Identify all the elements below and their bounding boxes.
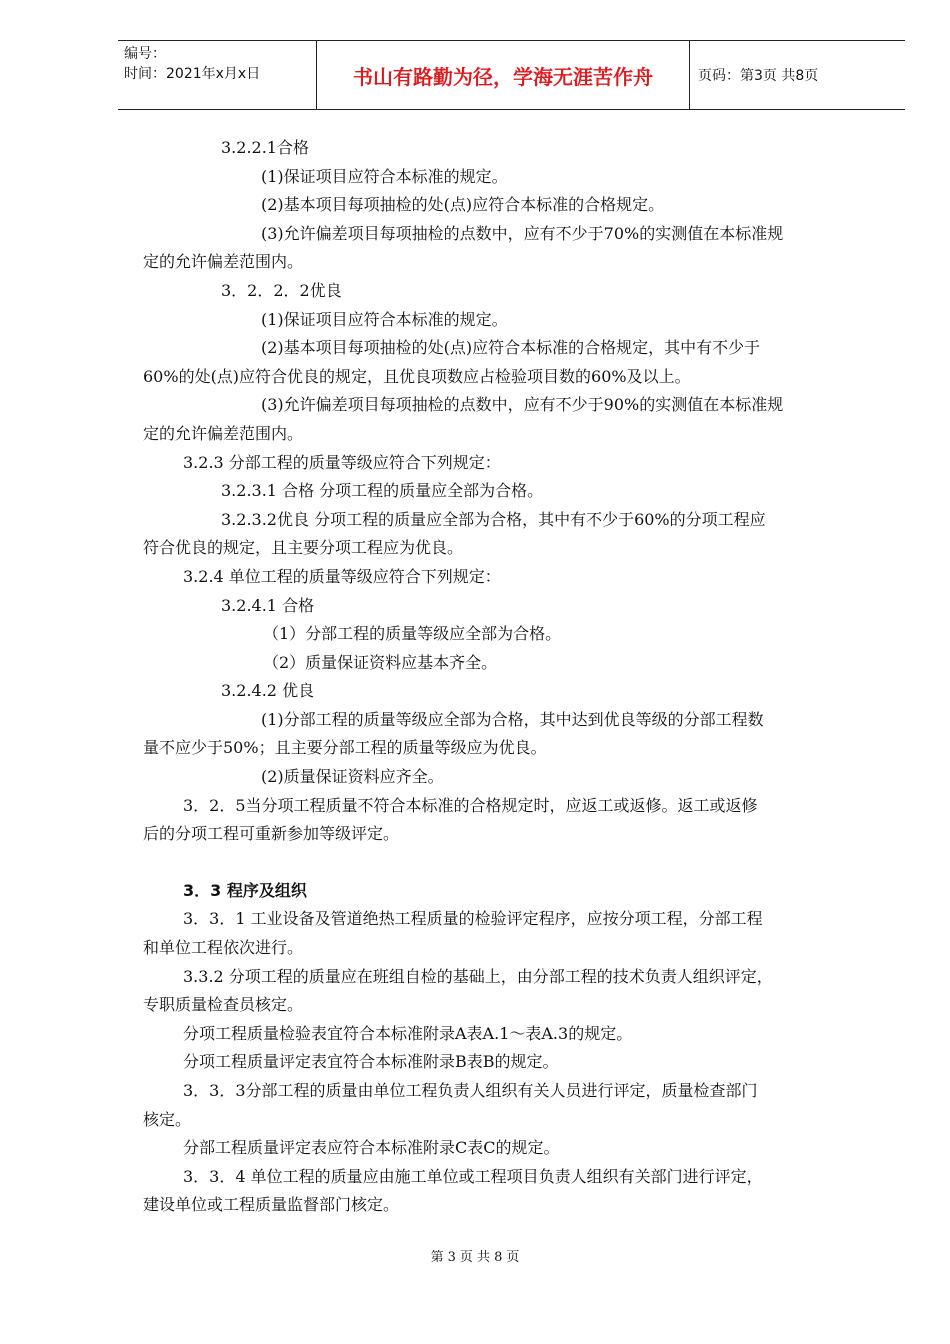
header-number-label: 编号： xyxy=(124,46,166,62)
header-page-info: 页码：第3页 共8页 xyxy=(698,68,819,84)
header-meta xyxy=(118,41,316,109)
text-line: (3)允许偏差项目每项抽检的点数中，应有不少于90%的实测值在本标准规 xyxy=(261,395,784,415)
text-line: 3．2．2．2优良 xyxy=(221,280,342,300)
text-line: 3.2.4.2 优良 xyxy=(221,681,315,701)
text-line: （2）质量保证资料应基本齐全。 xyxy=(263,652,498,672)
footer-page-number: 3 xyxy=(447,1250,456,1265)
text-line: 核定。 xyxy=(143,1109,192,1129)
text-line: (2)质量保证资料应齐全。 xyxy=(261,767,444,787)
footer-suffix: 页 xyxy=(506,1250,520,1265)
text-line: 量不应少于50%；且主要分部工程的质量等级应为优良。 xyxy=(143,738,547,758)
text-line: (2)基本项目每项抽检的处(点)应符合本标准的合格规定，其中有不少于 xyxy=(261,338,761,358)
text-line: （1）分部工程的质量等级应全部为合格。 xyxy=(263,624,562,644)
page-footer xyxy=(0,1246,950,1265)
text-line: 3.2.4 单位工程的质量等级应符合下列规定： xyxy=(183,566,501,586)
text-line: 3.2.2.1合格 xyxy=(221,138,309,157)
header-time-label: 时间：2021年x月x日 xyxy=(124,66,261,82)
text-line: (1)分部工程的质量等级应全部为合格，其中达到优良等级的分部工程数 xyxy=(261,709,764,729)
text-line: 符合优良的规定，且主要分项工程应为优良。 xyxy=(143,538,464,558)
text-line: (3)允许偏差项目每项抽检的点数中，应有不少于70%的实测值在本标准规 xyxy=(261,223,784,243)
text-line: 分部工程质量评定表应符合本标准附录C表C的规定。 xyxy=(183,1138,560,1158)
text-line: 分项工程质量评定表宜符合本标准附录B表B的规定。 xyxy=(183,1052,559,1072)
text-line: 3.2.3.2优良 分项工程的质量应全部为合格，其中有不少于60%的分项工程应 xyxy=(221,509,766,529)
footer-mid: 页 共 xyxy=(459,1250,491,1265)
text-line: 定的允许偏差范围内。 xyxy=(143,252,304,272)
text-line: 后的分项工程可重新参加等级评定。 xyxy=(143,824,400,844)
text-line: 3.3.2 分项工程的质量应在班组自检的基础上，由分部工程的技术负责人组织评定， xyxy=(183,966,773,986)
text-line: 3.2.4.1 合格 xyxy=(221,595,315,615)
text-line: 60%的处(点)应符合优良的规定，且优良项数应占检验项目数的60%及以上。 xyxy=(143,366,691,386)
text-line: (2)基本项目每项抽检的处(点)应符合本标准的合格规定。 xyxy=(261,195,665,215)
text-line: 3．3．3分部工程的质量由单位工程负责人组织有关人员进行评定，质量检查部门 xyxy=(183,1081,758,1100)
text-line: 建设单位或工程质量监督部门核定。 xyxy=(143,1195,400,1215)
text-line: 3．2．5当分项工程质量不符合本标准的合格规定时，应返工或返修。返工或返修 xyxy=(183,795,758,815)
footer-prefix: 第 xyxy=(430,1250,444,1265)
header-motto: 书山有路勤为径，学海无涯苦作舟 xyxy=(316,41,690,109)
document-body xyxy=(143,134,883,1220)
text-line: (1)保证项目应符合本标准的规定。 xyxy=(261,166,508,186)
footer-total-pages: 8 xyxy=(494,1250,503,1265)
text-line: 专职质量检查员核定。 xyxy=(143,995,304,1015)
text-line: 3．3．4 单位工程的质量应由施工单位或工程项目负责人组织有关部门进行评定， xyxy=(183,1166,763,1186)
text-line: 3.2.3 分部工程的质量等级应符合下列规定： xyxy=(183,452,501,472)
text-line: 3.2.3.1 合格 分项工程的质量应全部为合格。 xyxy=(221,481,544,501)
section-heading: 3．3 程序及组织 xyxy=(183,880,307,900)
text-line: 定的允许偏差范围内。 xyxy=(143,423,304,443)
text-line: 和单位工程依次进行。 xyxy=(143,938,304,958)
page-header xyxy=(118,40,905,110)
text-line: (1)保证项目应符合本标准的规定。 xyxy=(261,309,508,329)
text-line: 分项工程质量检验表宜符合本标准附录A表A.1～表A.3的规定。 xyxy=(183,1023,633,1043)
text-line: 3．3．1 工业设备及管道绝热工程质量的检验评定程序，应按分项工程，分部工程 xyxy=(183,909,763,929)
